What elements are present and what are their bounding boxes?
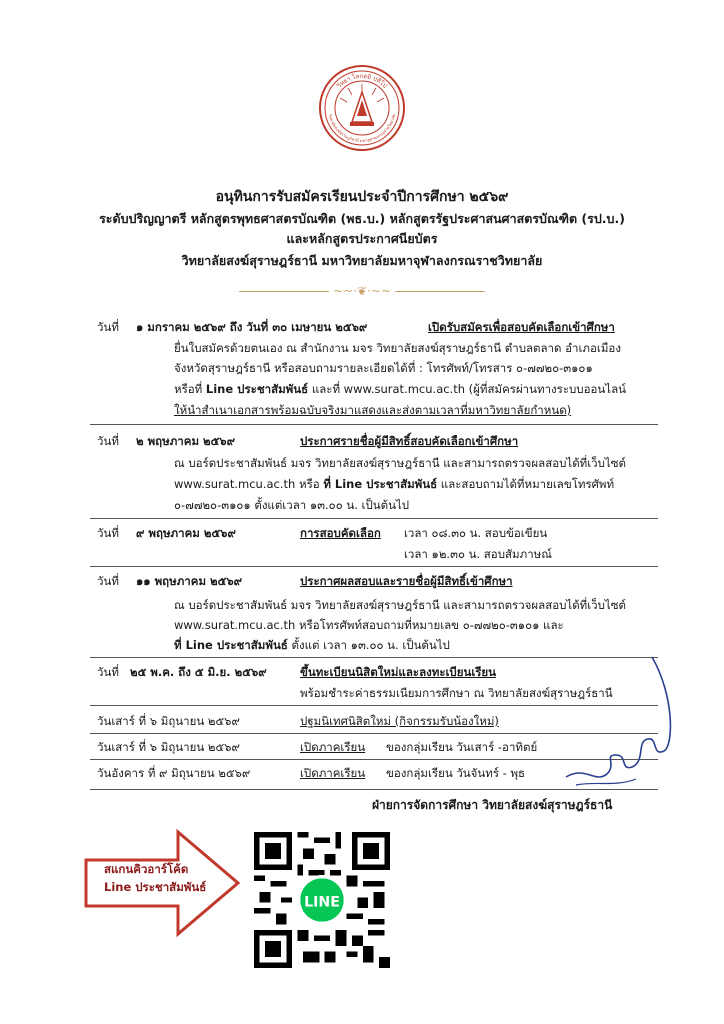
line-pr-label: Line ประชาสัมพันธ์	[104, 880, 207, 894]
s5-title: ขึ้นทะเบียนนิสิตใหม่และลงทะเบียนเรียน	[300, 665, 497, 679]
s1-title: เปิดรับสมัครเพื่อสอบคัดเลือกเข้าศึกษา	[428, 320, 615, 334]
s2-detail-1: ณ บอร์ดประชาสัมพันธ์ มจร วิทยาลัยสงฆ์สุราษฎร์ธานี และสามารถตรวจผลสอบได้ที่เว็บไซต์	[174, 456, 626, 470]
seal-top-text: วิทยา โลกสมิ ปทีโป	[335, 72, 389, 90]
line-logo-icon: LINE	[304, 894, 340, 911]
header-programs: ระดับปริญญาตรี หลักสูตรพุทธศาสตรบัณฑิต (พธ.บ.) หลักสูตรรัฐประศาสนศาสตรบัณฑิต (รป.บ.)	[99, 211, 625, 226]
divider	[90, 566, 658, 567]
signature-mark	[556, 655, 680, 795]
s3-detail-2: เวลา ๑๒.๓๐ น. สอบสัมภาษณ์	[404, 547, 552, 561]
s4-detail-3b: ตั้งแต่ เวลา ๑๓.๐๐ น. เป็นต้นไป	[291, 638, 450, 652]
header-certificate: และหลักสูตรประกาศนียบัตร	[286, 231, 438, 246]
s6-date: วันเสาร์ ที่ ๖ มิถุนายน ๒๕๖๙	[97, 714, 240, 728]
s4-detail-1: ณ บอร์ดประชาสัมพันธ์ มจร วิทยาลัยสงฆ์สุราษฎร์ธานี และสามารถตรวจผลสอบได้ที่เว็บไซต์	[174, 598, 626, 612]
s2-detail-2	[174, 477, 614, 492]
s1-detail-1: ยื่นใบสมัครด้วยตนเอง ณ สำนักงาน มจร วิทยาลัยสงฆ์สุราษฎร์ธานี ตำบลตลาด อำเภอเมือง	[174, 341, 621, 355]
s2-detail-2c: และสอบถามได้ที่หมายเลขโทรศัพท์	[440, 477, 615, 491]
s7-date: วันเสาร์ ที่ ๖ มิถุนายน ๒๕๖๙	[97, 740, 240, 754]
s4-detail-2: www.surat.mcu.ac.th หรือโทรศัพท์สอบถามที่หมายเลข ๐-๗๗๒๐-๓๑๐๑ และ	[174, 618, 564, 632]
s4-line-link[interactable]: ที่ Line ประชาสัมพันธ์	[174, 638, 288, 652]
s5-date: ๒๕ พ.ค. ถึง ๕ มิ.ย. ๒๕๖๙	[130, 665, 267, 679]
seal-bottom-text: วิทยาลัยสงฆ์สุราษฎร์ธานี มหาจุฬาลงกรณราชวิทยาลัย	[327, 113, 397, 144]
s2-website-link[interactable]: www.surat.mcu.ac.th หรือ	[174, 477, 320, 491]
page-title: อนุทินการรับสมัครเรียนประจำปีการศึกษา ๒๕๖๙	[215, 189, 509, 205]
s8-date: วันอังคาร ที่ ๙ มิถุนายน ๒๕๖๙	[97, 766, 251, 780]
s1-line-link[interactable]: Line ประชาสัมพันธ์	[205, 382, 309, 396]
s5-detail-1: พร้อมชำระค่าธรรมเนียมการศึกษา ณ วิทยาลัยสงฆ์สุราษฎร์ธานี	[300, 686, 613, 700]
s1-label: วันที่	[97, 320, 119, 334]
s7-detail-1: ของกลุ่มเรียน วันเสาร์ -อาทิตย์	[386, 740, 538, 754]
header-college: วิทยาลัยสงฆ์สุราษฎร์ธานี มหาวิทยาลัยมหาจุฬาลงกรณราชวิทยาลัย	[181, 253, 543, 268]
s3-date: ๙ พฤษภาคม ๒๕๖๙	[136, 526, 236, 540]
s6-title: ปฐมนิเทศนิสิตใหม่ (กิจกรรมรับน้องใหม่)	[300, 714, 499, 728]
s4-detail-3	[174, 638, 450, 653]
s1-detail-2: จังหวัดสุราษฎร์ธานี หรือสอบถามรายละเอียดได้ที่ : โทรศัพท์/โทรสาร ๐-๗๗๒๐-๓๑๐๑	[174, 361, 593, 375]
s7-title: เปิดภาคเรียน	[300, 740, 366, 754]
s2-line-link[interactable]: ที่ Line ประชาสัมพันธ์	[323, 477, 438, 491]
department-signature: ฝ่ายการจัดการศึกษา วิทยาลัยสงฆ์สุราษฎร์ธานี	[372, 798, 613, 812]
s2-date: ๒ พฤษภาคม ๒๕๖๙	[136, 434, 236, 448]
s2-title: ประกาศรายชื่อผู้มีสิทธิ์สอบคัดเลือกเข้าศึกษา	[300, 434, 519, 448]
s1-date: ๑ มกราคม ๒๕๖๙ ถึง วันที่ ๓๐ เมษายน ๒๕๖๙	[136, 320, 368, 334]
divider	[90, 518, 658, 519]
s4-title: ประกาศผลสอบและรายชื่อผู้มีสิทธิ์เข้าศึกษา	[300, 574, 513, 588]
s3-title: การสอบคัดเลือก	[300, 526, 381, 540]
s5-label: วันที่	[97, 665, 119, 679]
s1-detail-3	[174, 382, 626, 397]
scan-qr-label: สแกนคิวอาร์โค้ด	[104, 862, 189, 876]
college-seal-logo	[318, 64, 406, 152]
ornament-glyph: ~~·❦·~~	[333, 284, 391, 298]
s8-title: เปิดภาคเรียน	[300, 766, 366, 780]
s1-detail-3a: หรือที่	[174, 382, 203, 396]
s2-label: วันที่	[97, 434, 119, 448]
line-qr-code[interactable]	[254, 832, 390, 968]
ornament-divider	[0, 284, 724, 298]
s1-detail-4: ให้นำสำเนาเอกสารพร้อมฉบับจริงมาแสดงและส่งตามเวลาที่มหาวิทยาลัยกำหนด)	[174, 403, 572, 417]
s4-date: ๑๑ พฤษภาคม ๒๕๖๙	[136, 574, 243, 588]
svg-text:วิทยาลัยสงฆ์สุราษฎร์ธานี มหาจุ	[327, 113, 396, 144]
divider	[90, 424, 658, 425]
s8-detail-1: ของกลุ่มเรียน วันจันทร์ - พุธ	[386, 766, 526, 780]
s1-detail-3c: และที่ www.surat.mcu.ac.th (ผู้ที่สมัครผ่านทางระบบออนไลน์	[311, 382, 626, 396]
s3-detail-1: เวลา ๐๘.๓๐ น. สอบข้อเขียน	[404, 526, 548, 540]
s2-detail-3: ๐-๗๗๒๐-๓๑๐๑ ตั้งแต่เวลา ๑๓.๐๐ น. เป็นต้นไป	[174, 498, 410, 512]
s4-label: วันที่	[97, 574, 119, 588]
s3-label: วันที่	[97, 526, 119, 540]
